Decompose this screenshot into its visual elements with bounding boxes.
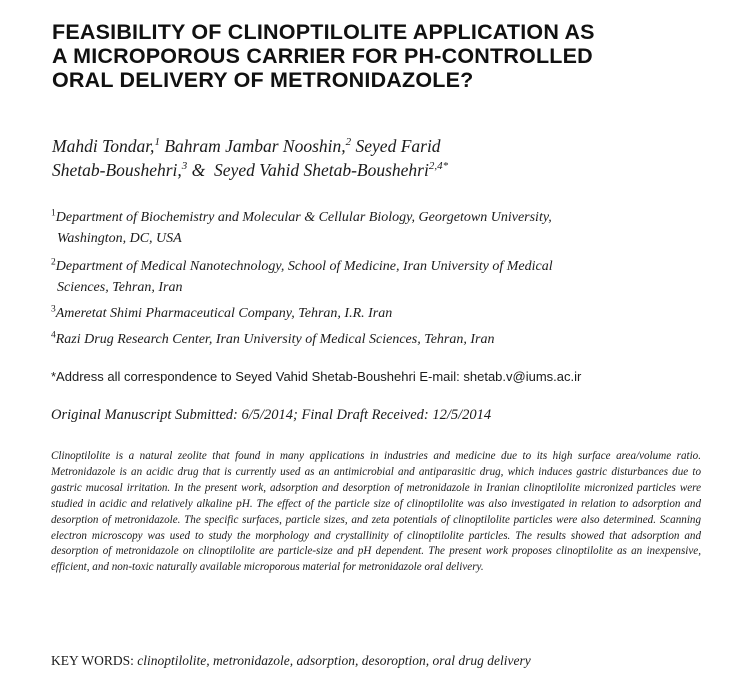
affiliation-mark: 4 (51, 330, 56, 341)
keywords-label: KEY WORDS: (51, 653, 134, 668)
author-affiliation-mark: 3 (181, 160, 188, 173)
affiliation-text: Razi Drug Research Center, Iran University of Medical Sciences, Tehran, Iran (55, 332, 495, 347)
abstract: Clinoptilolite is a natural zeolite that found in many applications in industries and medicine due to its high surface area/volume ratio. Metronidazole is an acidic drug that is currently used as an antimicrobial and antiparasitic drug, which induces gastric disturbances due to gastric mucosal irritation. In the present work, adsorption and desorption of metronidazole in Iranian clinoptilolite micronized particles were studied in acidic and relatively alkaline pH. The effect of the particle size of clinoptilolite was also investigated in relation to adsorption and desorption of metronidazole. The specific surfaces, particle sizes, and zeta potentials of clinoptilolite particles were also determined. Scanning electron microscopy was used to study the morphology and crystallinity of clinoptilolite particles. The results showed that adsorption and desorption of metronidazole on clinoptilolite are particle-size and pH dependent. The present work proposes clinoptilolite as an inexpensive, efficient, and non-toxic naturally available microporous material for metronidazole oral delivery. (51, 450, 701, 574)
title-line-3: ORAL DELIVERY OF METRONIDAZOLE? (52, 68, 474, 92)
title-line-1: FEASIBILITY OF CLINOPTILOLITE APPLICATION AS (52, 20, 595, 44)
keywords-list: clinoptilolite, metronidazole, adsorption, desoroption, oral drug delivery (137, 653, 531, 668)
affiliation-text: Department of Biochemistry and Molecular & Cellular Biology, Georgetown University, (55, 210, 552, 225)
author-name: Mahdi Tondar, (52, 136, 155, 156)
author-line-1 (52, 134, 732, 158)
correspondence-note: *Address all correspondence to Seyed Vahid Shetab-Boushehri E-mail: shetab.v@iums.ac.ir (51, 369, 582, 384)
affiliation-4 (51, 329, 741, 350)
affiliation-mark: 1 (51, 208, 56, 219)
affiliation-mark: 2 (51, 257, 56, 268)
affiliation-2 (51, 256, 741, 298)
affiliation-mark: 3 (51, 304, 56, 315)
affiliation-text: Washington, DC, USA (57, 231, 182, 246)
manuscript-dates: Original Manuscript Submitted: 6/5/2014; Final Draft Received: 12/5/2014 (51, 407, 492, 423)
affiliation-text: Department of Medical Nanotechnology, School of Medicine, Iran University of Medical (55, 259, 553, 274)
author-name: Shetab-Boushehri, (52, 160, 182, 180)
author-connector: & (187, 160, 210, 180)
affiliation-3 (51, 303, 741, 324)
author-line-2 (52, 158, 732, 182)
author-list (52, 134, 732, 182)
author-name: Bahram Jambar Nooshin, (159, 136, 346, 156)
title-line-2: A MICROPOROUS CARRIER FOR PH-CONTROLLED (52, 44, 593, 68)
author-affiliation-mark: 2 (345, 136, 352, 149)
author-affiliation-mark: 1 (154, 136, 160, 149)
author-name: Seyed Farid (351, 136, 441, 156)
paper-title (52, 20, 732, 92)
keywords (51, 652, 741, 670)
author-affiliation-mark: 2,4* (428, 160, 449, 173)
affiliation-text: Sciences, Tehran, Iran (57, 280, 183, 295)
author-name: Seyed Vahid Shetab-Boushehri (209, 160, 429, 180)
affiliation-1 (51, 207, 741, 249)
affiliation-text: Ameretat Shimi Pharmaceutical Company, Tehran, I.R. Iran (55, 306, 393, 321)
